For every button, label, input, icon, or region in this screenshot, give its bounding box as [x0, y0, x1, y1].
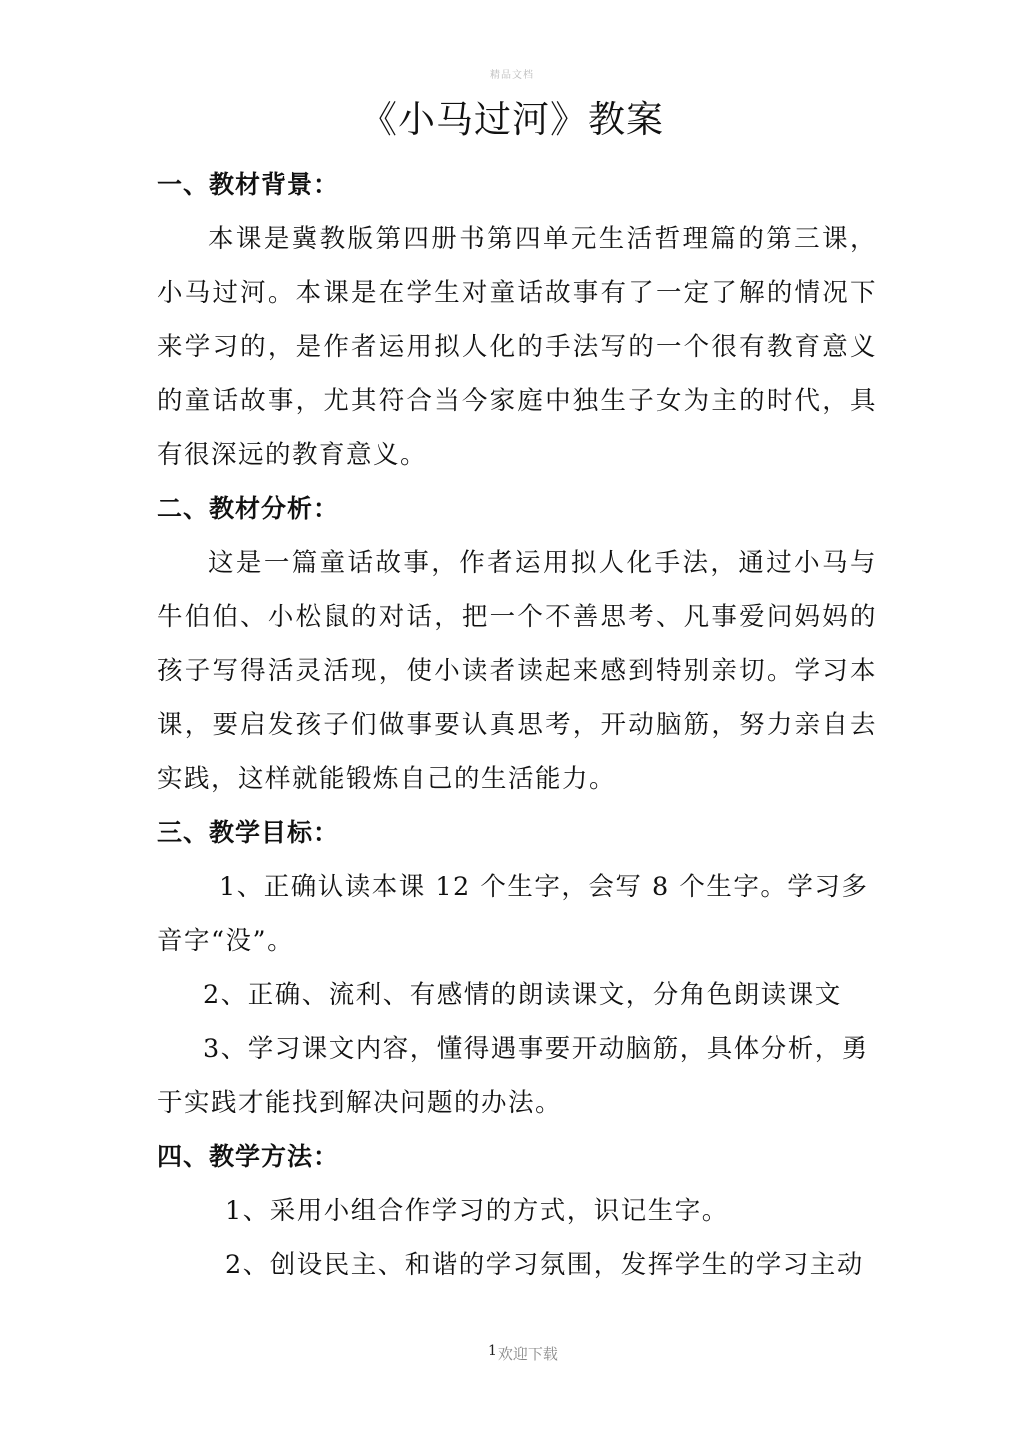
list-item: 1、正确认读本课 12 个生字，会写 8 个生字。学习多音字“没”。	[157, 872, 869, 956]
document-body	[157, 158, 877, 1292]
section-paragraph: 这是一篇童话故事，作者运用拟人化手法，通过小马与牛伯伯、小松鼠的对话，把一个不善思考、凡事爱问妈妈的孩子写得活灵活现，使小读者读起来感到特别亲切。学习本课，要启发孩子们做事要认真思考，开动脑筋，努力亲自去实践，这样就能锻炼自己的生活能力。	[157, 548, 877, 794]
section-heading: 四、教学方法：	[157, 1142, 340, 1171]
footer-text: 欢迎下载	[497, 1345, 558, 1363]
section-heading: 一、教材背景：	[157, 170, 340, 199]
list-item: 2、正确、流利、有感情的朗读课文，分角色朗读课文	[203, 980, 842, 1010]
document-title: 《小马过河》教案	[360, 98, 664, 141]
header-watermark: 精品文档	[490, 70, 534, 81]
section-paragraph: 本课是冀教版第四册书第四单元生活哲理篇的第三课，小马过河。本课是在学生对童话故事有了一定了解的情况下来学习的，是作者运用拟人化的手法写的一个很有教育意义的童话故事，尤其符合当今家庭中独生子女为主的时代，具有很深远的教育意义。	[157, 224, 877, 470]
page-number: 1	[488, 1343, 497, 1359]
page-footer	[488, 1343, 558, 1364]
section-heading: 二、教材分析：	[157, 494, 340, 523]
list-item: 3、学习课文内容，懂得遇事要开动脑筋，具体分析，勇于实践才能找到解决问题的办法。	[157, 1034, 869, 1118]
list-item: 1、采用小组合作学习的方式，识记生字。	[225, 1196, 729, 1226]
list-item: 2、创设民主、和谐的学习氛围，发挥学生的学习主动	[225, 1250, 864, 1280]
section-heading: 三、教学目标：	[157, 818, 340, 847]
